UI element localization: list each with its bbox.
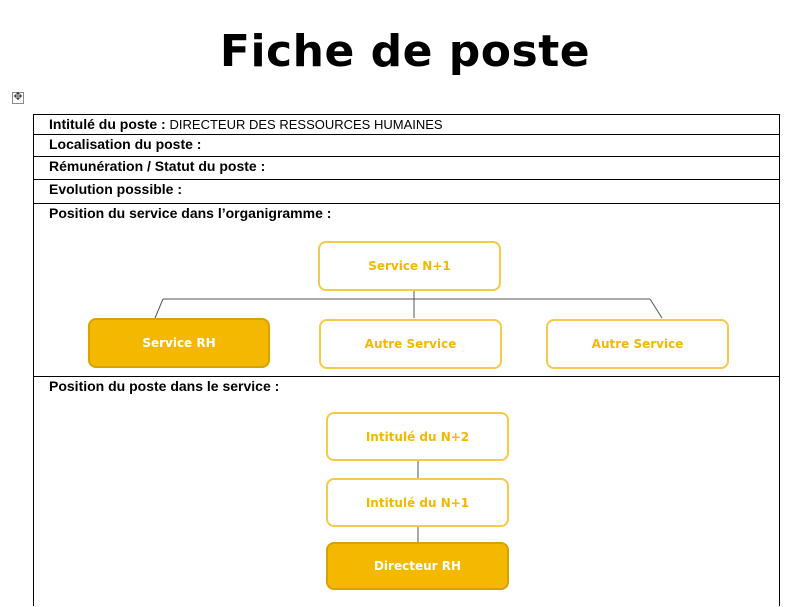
post-node-n2: Intitulé du N+2 — [326, 412, 509, 461]
org-node-service-n1: Service N+1 — [318, 241, 501, 291]
table-move-handle-icon[interactable]: ✥ — [13, 91, 23, 103]
post-node-directeur-rh: Directeur RH — [326, 542, 509, 590]
remuneration-label: Rémunération / Statut du poste : — [49, 158, 266, 174]
org-node-autre-service-1: Autre Service — [319, 319, 502, 369]
localisation-label: Localisation du poste : — [49, 136, 202, 152]
row-evolution — [34, 180, 779, 204]
intitule-label: Intitulé du poste : — [49, 116, 166, 132]
page-title: Fiche de poste — [219, 26, 591, 77]
row-intitule — [34, 115, 779, 135]
row-localisation — [34, 135, 779, 157]
intitule-value: DIRECTEUR DES RESSOURCES HUMAINES — [169, 117, 443, 132]
org-node-autre-service-2: Autre Service — [546, 319, 729, 369]
evolution-label: Evolution possible : — [49, 181, 183, 197]
row-remuneration — [34, 157, 779, 180]
post-node-n1: Intitulé du N+1 — [326, 478, 509, 527]
post-section-heading: Position du poste dans le service : — [49, 378, 280, 394]
org-node-service-rh: Service RH — [88, 318, 270, 368]
org-section-heading: Position du service dans l’organigramme : — [49, 205, 332, 221]
